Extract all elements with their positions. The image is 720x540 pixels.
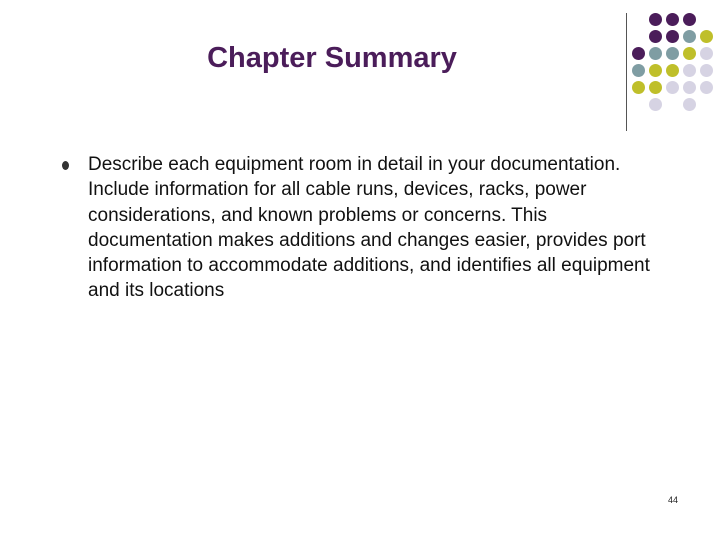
decorative-dot — [700, 47, 713, 60]
decorative-dot — [683, 98, 696, 111]
slide-title: Chapter Summary — [207, 42, 457, 74]
decorative-dot — [649, 64, 662, 77]
decorative-dot — [683, 30, 696, 43]
decorative-dot — [649, 30, 662, 43]
decorative-dot — [666, 30, 679, 43]
bullet-text: Describe each equipment room in detail in your documentation. Include information for all cable runs, devices, racks, power considerations, and known problems or concerns. This documentation makes additions and changes easier, provides port information to accommodate additions, and identifies all equipment and its locations — [88, 154, 650, 302]
decorative-dot — [666, 64, 679, 77]
decorative-dot — [632, 64, 645, 77]
bullet-item — [62, 152, 672, 304]
decorative-dot — [632, 47, 645, 60]
decorative-dot — [683, 81, 696, 94]
bullet-list — [62, 152, 672, 304]
decorative-dot — [700, 30, 713, 43]
decorative-dot — [649, 13, 662, 26]
decorative-dot — [700, 81, 713, 94]
decorative-dot — [666, 81, 679, 94]
decorative-dot — [666, 47, 679, 60]
page-number: 44 — [667, 495, 678, 505]
decorative-dot — [632, 81, 645, 94]
decorative-dot — [683, 47, 696, 60]
decorative-dot — [666, 13, 679, 26]
decorative-dot — [683, 13, 696, 26]
vertical-divider — [626, 13, 627, 131]
decorative-dot — [649, 47, 662, 60]
decorative-dot — [649, 81, 662, 94]
decorative-dot — [683, 64, 696, 77]
decorative-dot-grid — [0, 0, 720, 140]
decorative-dot — [649, 98, 662, 111]
decorative-dot — [700, 64, 713, 77]
bullet-dot-icon — [62, 161, 69, 170]
